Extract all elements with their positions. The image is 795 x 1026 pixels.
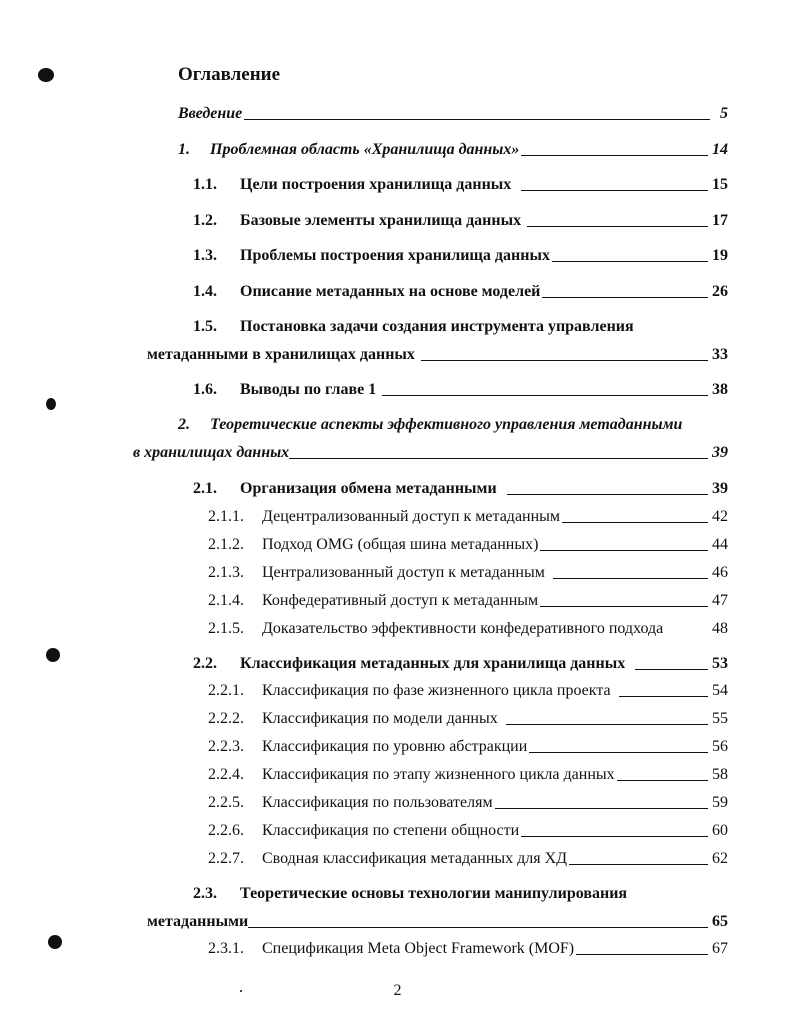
toc-entry[interactable] bbox=[208, 793, 728, 813]
toc-entry[interactable] bbox=[133, 443, 728, 463]
punch-hole-mark bbox=[46, 648, 60, 662]
toc-title: Оглавление bbox=[178, 64, 281, 85]
leader-line bbox=[244, 118, 710, 120]
toc-entry[interactable] bbox=[208, 591, 728, 611]
toc-entry-text: Теоретические основы технологии манипулирования bbox=[240, 885, 628, 902]
toc-entry[interactable] bbox=[208, 821, 728, 841]
toc-entry[interactable] bbox=[208, 681, 728, 701]
toc-entry-text: Выводы по главе 1 bbox=[240, 381, 377, 398]
toc-entry-text: Постановка задачи создания инструмента управления bbox=[240, 318, 634, 335]
toc-entry-page: 62 bbox=[712, 850, 728, 867]
toc-entry-continuation: метаданными в хранилищах данных bbox=[147, 346, 415, 363]
toc-entry-page: 26 bbox=[712, 283, 728, 300]
leader-line bbox=[562, 521, 708, 523]
toc-entry-page: 14 bbox=[712, 141, 728, 158]
leader-line bbox=[495, 807, 708, 809]
toc-entry-number: 2. bbox=[178, 416, 190, 433]
toc-entry-first-line[interactable] bbox=[178, 415, 682, 435]
leader-line bbox=[248, 926, 708, 928]
toc-entry-number: 2.2.6. bbox=[208, 822, 244, 839]
toc-entry[interactable] bbox=[147, 345, 728, 365]
toc-entry-number: 2.1.2. bbox=[208, 536, 244, 553]
leader-line bbox=[521, 189, 708, 191]
toc-entry-page: 38 bbox=[712, 381, 728, 398]
toc-entry-text: Децентрализованный доступ к метаданным bbox=[262, 508, 561, 525]
leader-line bbox=[506, 723, 708, 725]
leader-line bbox=[552, 260, 708, 262]
leader-line bbox=[421, 359, 708, 361]
toc-entry-number: 2.2.7. bbox=[208, 850, 244, 867]
toc-entry-number: 1.3. bbox=[193, 247, 217, 264]
toc-entry-number: 2.2.4. bbox=[208, 766, 244, 783]
toc-entry-page: 54 bbox=[712, 682, 728, 699]
toc-entry-page: 59 bbox=[712, 794, 728, 811]
leader-line bbox=[542, 296, 708, 298]
toc-entry-number: 2.3. bbox=[193, 885, 217, 902]
leader-line bbox=[382, 394, 708, 396]
toc-entry[interactable] bbox=[193, 654, 728, 674]
toc-entry-page: 55 bbox=[712, 710, 728, 727]
toc-entry-number: 1.5. bbox=[193, 318, 217, 335]
leader-line bbox=[289, 457, 708, 459]
toc-entry-text: Спецификация Meta Object Framework (MOF) bbox=[262, 940, 575, 957]
toc-entry-page: 65 bbox=[712, 913, 728, 930]
leader-line bbox=[529, 751, 708, 753]
toc-entry[interactable] bbox=[178, 104, 728, 124]
leader-line bbox=[635, 668, 708, 670]
toc-entry-page: 48 bbox=[712, 620, 728, 637]
toc-entry[interactable] bbox=[208, 849, 728, 869]
toc-entry-text: Классификация метаданных для хранилища данных bbox=[240, 655, 626, 672]
toc-entry-text: Сводная классификация метаданных для ХД bbox=[262, 850, 568, 867]
toc-entry[interactable] bbox=[193, 246, 728, 266]
toc-entry[interactable] bbox=[208, 507, 728, 527]
toc-entry[interactable] bbox=[193, 211, 728, 231]
toc-entry-text: Централизованный доступ к метаданным bbox=[262, 564, 545, 581]
toc-entry-continuation: метаданными bbox=[147, 913, 249, 930]
toc-entry-number: 2.2.5. bbox=[208, 794, 244, 811]
leader-line bbox=[527, 225, 708, 227]
toc-entry[interactable] bbox=[208, 765, 728, 785]
toc-entry-text: Цели построения хранилища данных bbox=[240, 176, 512, 193]
toc-entry-number: 1.6. bbox=[193, 381, 217, 398]
toc-entry-page: 15 bbox=[712, 176, 728, 193]
toc-entry[interactable] bbox=[193, 479, 728, 499]
toc-entry[interactable] bbox=[178, 140, 728, 160]
leader-line bbox=[507, 493, 708, 495]
toc-entry-text: Базовые элементы хранилища данных bbox=[240, 212, 522, 229]
toc-entry-text: Классификация по степени общности bbox=[262, 822, 520, 839]
toc-entry[interactable] bbox=[193, 175, 728, 195]
leader-line bbox=[521, 835, 708, 837]
toc-entry[interactable] bbox=[147, 912, 728, 932]
toc-entry[interactable] bbox=[208, 939, 728, 959]
toc-entry-text: Классификация по уровню абстракции bbox=[262, 738, 528, 755]
toc-entry-number: 2.2. bbox=[193, 655, 217, 672]
toc-entry-text: Теоретические аспекты эффективного управления метаданными bbox=[210, 416, 683, 433]
toc-entry-text: Классификация по фазе жизненного цикла проекта bbox=[262, 682, 611, 699]
toc-entry-number: 2.2.2. bbox=[208, 710, 244, 727]
toc-entry[interactable] bbox=[208, 619, 728, 639]
toc-entry-text: Проблемная область «Хранилища данных» bbox=[210, 141, 520, 158]
toc-entry-text: Доказательство эффективности конфедеративного подхода bbox=[262, 620, 664, 637]
leader-line bbox=[521, 154, 708, 156]
toc-entry-number: 1.1. bbox=[193, 176, 217, 193]
toc-entry-number: 2.1.3. bbox=[208, 564, 244, 581]
toc-entry-page: 39 bbox=[712, 480, 728, 497]
toc-entry-number: 1.4. bbox=[193, 283, 217, 300]
toc-entry-text: Классификация по пользователям bbox=[262, 794, 493, 811]
leader-line bbox=[553, 577, 708, 579]
toc-entry-text: Проблемы построения хранилища данных bbox=[240, 247, 550, 264]
toc-entry-page: 58 bbox=[712, 766, 728, 783]
page-number: 2 bbox=[393, 982, 402, 999]
toc-entry-number: 2.1.1. bbox=[208, 508, 244, 525]
toc-entry[interactable] bbox=[193, 282, 728, 302]
toc-entry-page: 53 bbox=[712, 655, 728, 672]
punch-hole-mark bbox=[46, 398, 56, 410]
toc-entry-page: 60 bbox=[712, 822, 728, 839]
leader-line bbox=[576, 953, 708, 955]
toc-entry-page: 33 bbox=[712, 346, 728, 363]
toc-entry-number: 2.1. bbox=[193, 480, 217, 497]
toc-entry-first-line[interactable] bbox=[193, 317, 634, 337]
toc-entry[interactable] bbox=[208, 737, 728, 757]
toc-entry[interactable] bbox=[208, 535, 728, 555]
toc-entry-text: Организация обмена метаданными bbox=[240, 480, 497, 497]
toc-entry-continuation: в хранилищах данных bbox=[133, 444, 290, 461]
leader-line bbox=[569, 863, 708, 865]
toc-entry-page: 19 bbox=[712, 247, 728, 264]
punch-hole-mark bbox=[48, 935, 62, 949]
toc-entry-page: 42 bbox=[712, 508, 728, 525]
toc-entry-number: 2.2.1. bbox=[208, 682, 244, 699]
toc-entry-text: Классификация по модели данных bbox=[262, 710, 498, 727]
toc-entry-page: 44 bbox=[712, 536, 728, 553]
toc-entry-text: Классификация по этапу жизненного цикла данных bbox=[262, 766, 615, 783]
toc-entry-page: 46 bbox=[712, 564, 728, 581]
toc-entry-number: 1.2. bbox=[193, 212, 217, 229]
toc-entry-number: 2.3.1. bbox=[208, 940, 244, 957]
toc-entry-number: 2.1.4. bbox=[208, 592, 244, 609]
toc-entry-text: Подход OMG (общая шина метаданных) bbox=[262, 536, 539, 553]
toc-entry-page: 67 bbox=[712, 940, 728, 957]
toc-entry-page: 17 bbox=[712, 212, 728, 229]
toc-entry[interactable] bbox=[208, 563, 728, 583]
toc-entry-page: 39 bbox=[712, 444, 728, 461]
toc-entry-page: 5 bbox=[720, 105, 728, 122]
toc-entry-number: 1. bbox=[178, 141, 190, 158]
toc-entry[interactable] bbox=[193, 380, 728, 400]
leader-line bbox=[540, 605, 708, 607]
toc-entry-first-line[interactable] bbox=[193, 884, 627, 904]
toc-entry-page: 47 bbox=[712, 592, 728, 609]
leader-line bbox=[617, 779, 708, 781]
toc-entry-text: Введение bbox=[178, 105, 243, 122]
punch-hole-mark bbox=[38, 68, 54, 82]
toc-entry-page: 56 bbox=[712, 738, 728, 755]
leader-line bbox=[540, 549, 708, 551]
toc-entry[interactable] bbox=[208, 709, 728, 729]
leader-line bbox=[619, 695, 708, 697]
toc-entry-text: Конфедеративный доступ к метаданным bbox=[262, 592, 539, 609]
toc-entry-number: 2.1.5. bbox=[208, 620, 244, 637]
toc-entry-number: 2.2.3. bbox=[208, 738, 244, 755]
toc-entry-text: Описание метаданных на основе моделей bbox=[240, 283, 541, 300]
